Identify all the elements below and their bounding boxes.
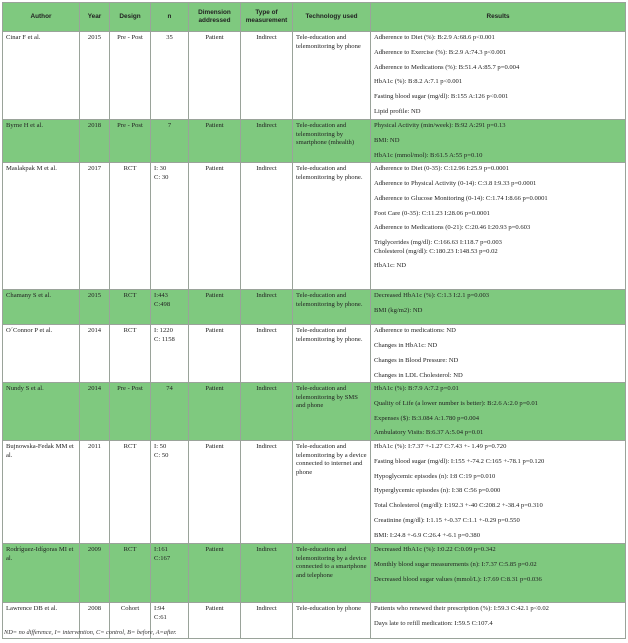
result-line: Adherence to medications: ND [374, 327, 456, 335]
result-line: Foot Care (0-35): C:11.23 I:28.06 p=0.0001 [374, 209, 490, 217]
result-line: Adherence to Diet (0-35): C:12.96 I:25.9 p=0.0001 [374, 165, 510, 173]
table-row [3, 120, 626, 163]
result-line: Changes in Blood Pressure: ND [374, 356, 459, 364]
author-cell: Bujnowska-Fedak MM et al. [3, 441, 80, 544]
results-cell [371, 32, 626, 120]
author-cell: Nundy S et al. [3, 383, 80, 441]
design-cell: Cohort [110, 603, 151, 639]
sample-size-value: I: 30 [154, 165, 167, 173]
technology-cell: Tele-education and telemonitoring by SMS and phone [293, 383, 371, 441]
design-cell: RCT [110, 290, 151, 325]
design-cell: Pre - Post [110, 383, 151, 441]
result-line: Creatinine (mg/dl): I:1.15 +-0.37 C:1.1 +-0.29 p=0.550 [374, 517, 520, 524]
sample-size-value: C:498 [154, 300, 171, 308]
column-header: Author [3, 3, 80, 32]
measurement-type-cell: Indirect [241, 290, 293, 325]
result-line: HbA1c: ND [374, 262, 407, 270]
results-cell [371, 290, 626, 325]
result-line: BMI: I:24.8 +-6.9 C:26.4 +-6.1 p=0.380 [374, 531, 481, 539]
results-cell [371, 163, 626, 290]
dimension-cell: Patient [189, 544, 241, 603]
year-cell: 2008 [80, 603, 110, 639]
results-table-wrapper [2, 2, 625, 639]
sample-size-value: I: 1220 [154, 327, 173, 335]
column-header: Results [371, 3, 626, 32]
year-cell: 2014 [80, 325, 110, 383]
result-line: BMI: ND [374, 136, 400, 144]
sample-size-value: 74 [166, 385, 173, 393]
result-line: Fasting blood sugar (mg/dl): B:155 A:126 p<0.001 [374, 93, 509, 101]
dimension-cell: Patient [189, 603, 241, 639]
results-cell [371, 603, 626, 639]
dimension-cell: Patient [189, 163, 241, 290]
measurement-type-cell: Indirect [241, 325, 293, 383]
column-header: Type of measurement [241, 3, 293, 32]
result-line: Adherence to Glucose Monitoring (0-14): C:1.74 I:8.66 p=0.0001 [374, 194, 548, 202]
table-row [3, 383, 626, 441]
year-cell: 2018 [80, 120, 110, 163]
sample-size-cell [151, 163, 189, 290]
result-line: Changes in HbA1c: ND [374, 341, 438, 349]
sample-size-value: I: 50 [154, 443, 167, 451]
result-line: Decreased blood sugar values (mmol/L): I:7.69 C:8.31 p=0.036 [374, 575, 542, 583]
table-row [3, 441, 626, 544]
technology-cell: Tele-education and telemonitoring by a device connected to internet and phone [293, 441, 371, 544]
technology-cell: Tele-education by phone [293, 603, 371, 639]
sample-size-cell [151, 32, 189, 120]
sample-size-value: 35 [166, 34, 173, 41]
table-body [3, 32, 626, 639]
dimension-cell: Patient [189, 32, 241, 120]
results-cell [371, 325, 626, 383]
year-cell: 2009 [80, 544, 110, 603]
result-line: Fasting blood sugar (mg/dl): I:155 +-74.2 C:165 +-78.1 p=0.120 [374, 457, 545, 465]
result-line: Lipid profile: ND [374, 107, 421, 115]
measurement-type-cell: Indirect [241, 544, 293, 603]
year-cell: 2014 [80, 383, 110, 441]
author-cell: Cinar F et al. [3, 32, 80, 120]
dimension-cell: Patient [189, 383, 241, 441]
measurement-type-cell: Indirect [241, 441, 293, 544]
result-line: HbA1c (%): B:8.2 A:7.1 p<0.001 [374, 78, 463, 86]
result-line: Adherence to Physical Activity (0-14): C:3.8 I:9.33 p=0.0001 [374, 179, 537, 187]
author-cell: Maslakpak M et al. [3, 163, 80, 290]
sample-size-value: C:61 [154, 613, 167, 621]
year-cell: 2017 [80, 163, 110, 290]
result-line: HbA1c (%): B:7.9 A:7.2 p=0.01 [374, 385, 459, 393]
author-cell: Chamany S et al. [3, 290, 80, 325]
results-cell [371, 441, 626, 544]
result-line: Physical Activity (min/week): B:92 A:291 p=0.13 [374, 122, 506, 129]
result-line: Expenses ($): B:3.084 A:1.780 p=0.004 [374, 414, 480, 422]
technology-cell: Tele-education and telemonitoring by phone. [293, 325, 371, 383]
result-line: Triglycerides (mg/dl): C:166.63 I:118.7 p=0.003 [374, 239, 502, 247]
technology-cell: Tele-education and telemonitoring by phone. [293, 290, 371, 325]
dimension-cell: Patient [189, 441, 241, 544]
dimension-cell: Patient [189, 325, 241, 383]
result-line: Monthly blood sugar measurements (n): I:7.37 C:5.85 p=0.02 [374, 560, 537, 568]
measurement-type-cell: Indirect [241, 163, 293, 290]
studies-results-table [2, 2, 626, 639]
design-cell: RCT [110, 163, 151, 290]
dimension-cell: Patient [189, 120, 241, 163]
sample-size-value: C:167 [154, 554, 171, 562]
technology-cell: Tele-education and telemonitoring by phone. [293, 163, 371, 290]
result-line: Patients who renewed their prescription (%): I:59.3 C:42.1 p<0.02 [374, 605, 549, 613]
results-cell [371, 383, 626, 441]
measurement-type-cell: Indirect [241, 32, 293, 120]
year-cell: 2015 [80, 32, 110, 120]
sample-size-value: I:443 [154, 292, 168, 300]
year-cell: 2011 [80, 441, 110, 544]
table-row [3, 163, 626, 290]
measurement-type-cell: Indirect [241, 120, 293, 163]
result-line: Quality of Life (a lower number is better): B:2.6 A:2.0 p=0.01 [374, 399, 538, 407]
design-cell: RCT [110, 325, 151, 383]
design-cell: Pre - Post [110, 32, 151, 120]
design-cell: RCT [110, 544, 151, 603]
results-cell [371, 120, 626, 163]
sample-size-cell [151, 290, 189, 325]
result-line: Adherence to Medications (0-21): C:20.46 I:20.93 p=0.603 [374, 224, 531, 232]
result-line: Hypoglycemic episodes (n): I:8 C:19 p=0.010 [374, 472, 496, 480]
dimension-cell: Patient [189, 290, 241, 325]
column-header: Year [80, 3, 110, 32]
measurement-type-cell: Indirect [241, 603, 293, 639]
measurement-type-cell: Indirect [241, 383, 293, 441]
column-header: Dimension addressed [189, 3, 241, 32]
design-cell: Pre - Post [110, 120, 151, 163]
result-line: Hyperglycemic episodes (n): I:38 C:56 p=0.000 [374, 487, 501, 495]
table-header-row [3, 3, 626, 32]
table-row [3, 290, 626, 325]
result-line: BMI (kg/m2): ND [374, 306, 423, 314]
table-footnote: ND= no difference, I= intervention, C= control, B= before, A=after. [4, 629, 177, 636]
sample-size-cell [151, 544, 189, 603]
result-line: Total Cholesterol (mg/dl): I:192.3 +-40 C:208.2 +-38.4 p=0.310 [374, 502, 543, 510]
technology-cell: Tele-education and telemonitoring by smartphone (mhealth) [293, 120, 371, 163]
result-line: Adherence to Medications (%): B:51.4 A:85.7 p=0.004 [374, 63, 520, 71]
result-line: Decreased HbA1c (%): I:0.22 C:0.09 p=0.342 [374, 546, 496, 554]
design-cell: RCT [110, 441, 151, 544]
table-row [3, 32, 626, 120]
table-row [3, 544, 626, 603]
sample-size-value: I:94 [154, 605, 165, 613]
year-cell: 2015 [80, 290, 110, 325]
sample-size-cell [151, 325, 189, 383]
results-cell [371, 544, 626, 603]
sample-size-cell [151, 120, 189, 163]
sample-size-value: 7 [167, 122, 172, 129]
technology-cell: Tele-education and telemonitoring by phone [293, 32, 371, 120]
column-header: Technology used [293, 3, 371, 32]
sample-size-value: I:161 [154, 546, 168, 554]
column-header: Design [110, 3, 151, 32]
sample-size-cell [151, 383, 189, 441]
table-row [3, 325, 626, 383]
author-cell: Rodríguez-Idígoras MI et al. [3, 544, 80, 603]
result-line: Changes in LDL Cholesterol: ND [374, 371, 463, 379]
author-cell: Lawrence DB et al. [3, 603, 80, 639]
result-line: Ambulatory Visits: B:6.37 A:5.04 p=0.01 [374, 429, 484, 437]
sample-size-cell [151, 441, 189, 544]
sample-size-value: C: 50 [154, 451, 169, 459]
author-cell: O´Connor P et al. [3, 325, 80, 383]
author-cell: Byrne H et al. [3, 120, 80, 163]
result-line: Cholesterol (mg/dl): C:180.23 I:148.53 p=0.02 [374, 247, 498, 255]
result-line: Adherence to Diet (%): B:2.9 A:68.6 p<0.001 [374, 34, 495, 41]
result-line: Days late to refill medication: I:59.5 C:107.4 [374, 619, 493, 627]
sample-size-value: C: 30 [154, 173, 169, 181]
result-line: HbA1c (mmol/mol): B:61.5 A:55 p=0.10 [374, 151, 483, 159]
result-line: Decreased HbA1c (%): C:1.3 I:2.1 p=0.003 [374, 292, 490, 300]
result-line: HbA1c (%): I:7.37 +-1.27 C:7.43 +- 1.49 p=0.720 [374, 443, 507, 451]
column-header: n [151, 3, 189, 32]
sample-size-value: C: 1158 [154, 335, 175, 343]
technology-cell: Tele-education and telemonitoring by a device connected to a smartphone and telephone [293, 544, 371, 603]
result-line: Adherence to Exercise (%): B:2.9 A:74.3 p<0.001 [374, 48, 507, 56]
